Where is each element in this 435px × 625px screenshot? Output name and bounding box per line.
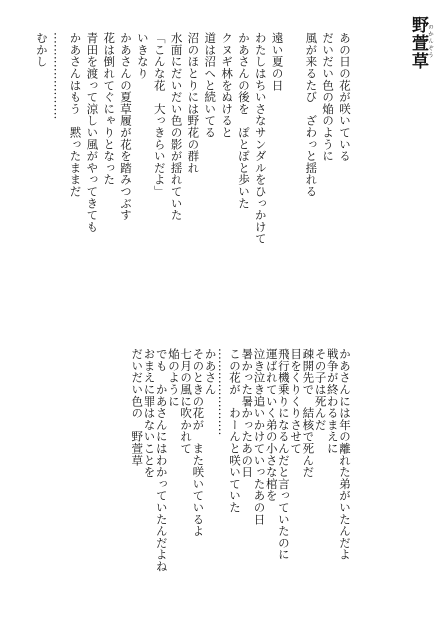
poem-title: 野萱草 — [408, 16, 428, 70]
poem-line: クヌギ林をぬけると — [220, 32, 235, 139]
poem-line: その子は死んだ — [313, 348, 328, 431]
poem-line: 「こんな花 大っきらいだよ」 — [152, 32, 167, 198]
poem-line: あの日の花が咲いている — [338, 32, 352, 162]
poem-line: 暑かった暑かったあの日 — [240, 348, 255, 478]
poem-line: だいだい色の 野萱草 — [130, 348, 145, 466]
poem-line: だいだい色の焔のように — [321, 32, 336, 162]
poem-line: むかし — [34, 32, 49, 68]
poem-line: この花が わーんと咲いていた — [228, 348, 243, 514]
poem-title-ruby: のかんぞう — [427, 24, 433, 59]
poem-upper-column — [30, 32, 350, 292]
poem-line: いきなり — [135, 32, 150, 80]
poem-line: かあさんはもう 黙ったままだ — [68, 32, 83, 198]
title-block — [402, 16, 433, 96]
poem-line: 目をくりくりさせて — [289, 348, 304, 455]
poem-line: 泣き泣き追いかけていったあの日 — [252, 348, 267, 525]
poem-line: 疎開先で 結核で死んだ — [301, 348, 316, 478]
poem-line: 遠い夏の日 — [270, 32, 285, 91]
poem-line: 青田を渡って涼しい風がやってきても — [85, 32, 100, 233]
poem-line: でも かあさんにはわかっていたんだよね — [154, 348, 169, 573]
poem-line: かあさんの後を ぽとぽと歩いた — [236, 32, 251, 209]
poem-dots: ‥‥‥‥‥‥‥‥‥‥‥ — [51, 32, 66, 120]
poem-line: 七月の風に吹かれて — [179, 348, 194, 455]
poem-line: かあさんの夏草履が花を踏みつぶす — [119, 32, 134, 221]
poem-line: 水面にだいだい色の影が揺れていた — [169, 32, 184, 221]
poem-line: 焔のように — [166, 348, 181, 407]
poem-line: わたしはちいさなサンダルをひっかけて — [253, 32, 268, 245]
poem-line: 花は倒れてぐにゃりとなった — [102, 32, 117, 186]
poem-line: おまえに罪はないことを — [142, 348, 157, 478]
poem-line: 運ばれていく弟の小さな棺を — [264, 348, 279, 502]
poem-line: 飛行機乗りになるんだと言っていたのに — [276, 348, 291, 561]
poem-dots: ‥‥‥‥‥‥‥‥‥‥‥ — [215, 348, 230, 436]
poem-line: 風が来るたび ざわっと揺れる — [304, 32, 319, 198]
stanza-gap — [283, 32, 300, 292]
poem-line: そのときの花が また咲いているよ — [191, 348, 206, 537]
poem-lower-column — [130, 348, 350, 608]
poem-line: かあさん — [203, 348, 218, 396]
poem-line: 道は沼へと続いてる — [203, 32, 218, 139]
poem-line: 戦争が終わるまえに — [325, 348, 340, 455]
poem-line: 沼のほとりには野花の群れ — [186, 32, 201, 174]
poem-line: かあさんには年の離れた弟がいたんだよ — [338, 348, 352, 561]
